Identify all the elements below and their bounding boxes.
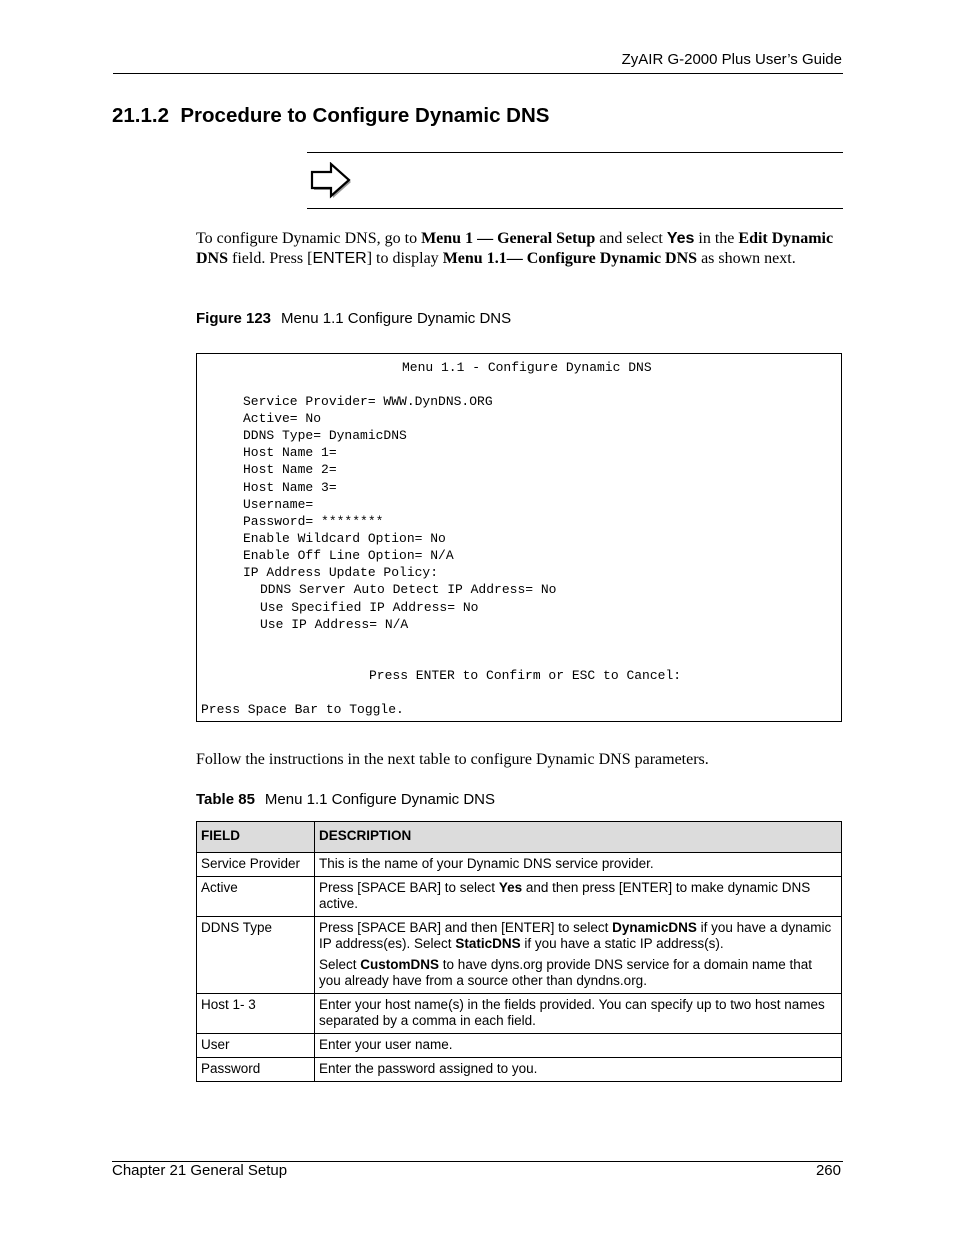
config-table <box>196 821 842 1082</box>
console-username: Username= <box>243 497 314 512</box>
console-toggle-prompt: Press Space Bar to Toggle. <box>201 702 404 717</box>
console-screen <box>196 353 842 722</box>
row-description: This is the name of your Dynamic DNS service provider. <box>315 853 842 877</box>
console-title: Menu 1.1 - Configure Dynamic DNS <box>402 360 652 375</box>
table-row <box>197 877 842 917</box>
row-field: User <box>197 1034 315 1058</box>
row-field: Active <box>197 877 315 917</box>
header-description: DESCRIPTION <box>315 822 842 853</box>
row-description: Enter the password assigned to you. <box>315 1058 842 1082</box>
console-offline: Enable Off Line Option= N/A <box>243 548 454 563</box>
section-heading: 21.1.2 Procedure to Configure Dynamic DNS <box>112 104 550 127</box>
console-ddns-type: DDNS Type= DynamicDNS <box>243 428 407 443</box>
row-field: Password <box>197 1058 315 1082</box>
table-row <box>197 917 842 994</box>
note-rule-bottom <box>307 208 843 209</box>
figure-caption: Figure 123 Menu 1.1 Configure Dynamic DNS <box>196 310 512 327</box>
table-caption: Table 85 Menu 1.1 Configure Dynamic DNS <box>196 791 496 808</box>
console-ip-policy: IP Address Update Policy: <box>243 565 439 580</box>
row-field: DDNS Type <box>197 917 315 994</box>
note-arrow-icon <box>309 162 353 200</box>
row-description: Press [SPACE BAR] and then [ENTER] to select DynamicDNS if you have a dynamic IP address(es). Select StaticDNS if you have a static IP address(s). Select CustomDNS to have dyns.org provide DNS service for a domain name that you already have from a source other than dyndns.org. <box>315 917 842 994</box>
console-host-2: Host Name 2= <box>243 462 337 477</box>
console-active: Active= No <box>243 411 322 426</box>
footer-chapter: Chapter 21 General Setup <box>112 1162 288 1179</box>
console-password: Password= ******** <box>243 514 384 529</box>
console-use-ip: Use IP Address= N/A <box>260 617 409 632</box>
row-description: Enter your user name. <box>315 1034 842 1058</box>
console-use-specified: Use Specified IP Address= No <box>260 600 479 615</box>
menu-1-1-ref: Menu 1.1— Configure Dynamic DNS <box>442 250 698 267</box>
table-row <box>197 1058 842 1082</box>
follow-paragraph: Follow the instructions in the next table to configure Dynamic DNS parameters. <box>196 751 709 768</box>
intro-paragraph: To configure Dynamic DNS, go to Menu 1 — General Setup and select Yes in the Edit Dynamic DNS field. Press [ENTER] to display Menu 1.1— Configure Dynamic DNS as shown next. <box>196 230 834 267</box>
table-row <box>197 853 842 877</box>
menu-1-ref: Menu 1 — General Setup <box>421 230 596 247</box>
console-service-provider: Service Provider= WWW.DynDNS.ORG <box>243 394 493 409</box>
row-description: Press [SPACE BAR] to select Yes and then press [ENTER] to make dynamic DNS active. <box>315 877 842 917</box>
console-confirm-prompt: Press ENTER to Confirm or ESC to Cancel: <box>369 668 682 683</box>
row-description: Enter your host name(s) in the fields provided. You can specify up to two host names separated by a comma in each field. <box>315 994 842 1034</box>
console-host-1: Host Name 1= <box>243 445 337 460</box>
header-field: FIELD <box>197 822 315 853</box>
console-host-3: Host Name 3= <box>243 480 337 495</box>
footer-page-number: 260 <box>815 1162 841 1179</box>
console-wildcard: Enable Wildcard Option= No <box>243 531 446 546</box>
table-row <box>197 994 842 1034</box>
enter-key-ref: ENTER <box>312 250 367 267</box>
note-rule-top <box>307 152 843 153</box>
row-field: Service Provider <box>197 853 315 877</box>
console-auto-detect: DDNS Server Auto Detect IP Address= No <box>260 582 557 597</box>
edit-dns-ref: Edit Dynamic DNS <box>196 230 834 267</box>
header-rule <box>113 73 843 74</box>
yes-ref: Yes <box>666 230 695 247</box>
table-header-row <box>197 822 842 853</box>
row-field: Host 1- 3 <box>197 994 315 1034</box>
table-row <box>197 1034 842 1058</box>
running-header: ZyAIR G-2000 Plus User’s Guide <box>621 51 842 68</box>
